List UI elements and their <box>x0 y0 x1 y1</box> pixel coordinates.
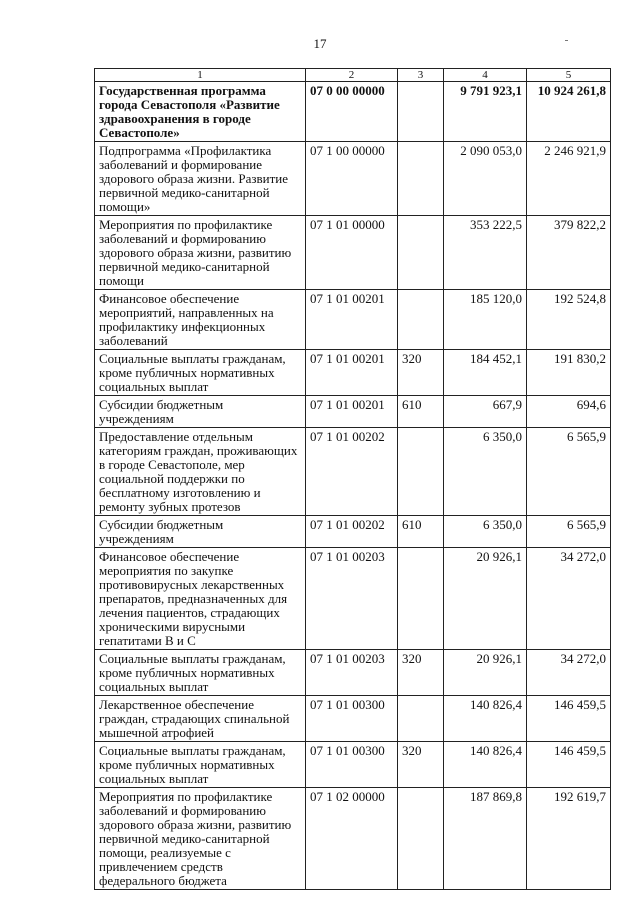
row-amount-col5-cell: 6 565,9 <box>527 516 611 548</box>
row-amount-col5-cell: 694,6 <box>527 396 611 428</box>
row-amount-col5-cell: 10 924 261,8 <box>527 82 611 142</box>
column-header: 5 <box>527 69 611 82</box>
row-code-cell: 07 1 01 00000 <box>306 216 398 290</box>
row-amount-col5-cell: 34 272,0 <box>527 548 611 650</box>
row-amount-col5-cell: 2 246 921,9 <box>527 142 611 216</box>
row-amount-col4-cell: 6 350,0 <box>444 516 527 548</box>
row-name-cell: Финансовое обеспечение мероприятия по закупке противовирусных лекарственных препаратов, предназначенных для лечения пациентов, страдающих хроническими вирусными гепатитами В и С <box>95 548 306 650</box>
row-name-cell: Субсидии бюджетным учреждениям <box>95 396 306 428</box>
row-code-cell: 07 1 01 00300 <box>306 742 398 788</box>
row-name-cell: Социальные выплаты гражданам, кроме публичных нормативных социальных выплат <box>95 742 306 788</box>
header-row <box>95 69 611 82</box>
row-expense-type-cell: 320 <box>398 742 444 788</box>
row-amount-col5-cell: 191 830,2 <box>527 350 611 396</box>
row-name-cell: Подпрограмма «Профилактика заболеваний и формирование здорового образа жизни. Развитие первичной медико-санитарной помощи» <box>95 142 306 216</box>
table-row <box>95 142 611 216</box>
row-expense-type-cell <box>398 696 444 742</box>
row-code-cell: 07 1 01 00202 <box>306 516 398 548</box>
table-row <box>95 428 611 516</box>
row-name-cell: Предоставление отдельным категориям граждан, проживающих в городе Севастополе, мер социальной поддержки по бесплатному изготовлению и ремонту зубных протезов <box>95 428 306 516</box>
row-amount-col4-cell: 667,9 <box>444 396 527 428</box>
column-header: 4 <box>444 69 527 82</box>
row-code-cell: 07 1 01 00203 <box>306 650 398 696</box>
table-row <box>95 696 611 742</box>
row-amount-col5-cell: 379 822,2 <box>527 216 611 290</box>
row-expense-type-cell <box>398 548 444 650</box>
row-amount-col5-cell: 6 565,9 <box>527 428 611 516</box>
row-name-cell: Субсидии бюджетным учреждениям <box>95 516 306 548</box>
table-row <box>95 290 611 350</box>
row-amount-col4-cell: 9 791 923,1 <box>444 82 527 142</box>
table-row <box>95 788 611 890</box>
row-expense-type-cell <box>398 428 444 516</box>
column-header: 3 <box>398 69 444 82</box>
row-expense-type-cell <box>398 142 444 216</box>
row-code-cell: 07 1 02 00000 <box>306 788 398 890</box>
row-expense-type-cell: 610 <box>398 516 444 548</box>
table-row <box>95 350 611 396</box>
row-code-cell: 07 1 01 00300 <box>306 696 398 742</box>
row-expense-type-cell <box>398 82 444 142</box>
row-amount-col4-cell: 353 222,5 <box>444 216 527 290</box>
row-expense-type-cell <box>398 788 444 890</box>
table-row <box>95 516 611 548</box>
row-code-cell: 07 1 01 00201 <box>306 290 398 350</box>
row-code-cell: 07 1 00 00000 <box>306 142 398 216</box>
row-amount-col4-cell: 140 826,4 <box>444 696 527 742</box>
row-code-cell: 07 1 01 00203 <box>306 548 398 650</box>
row-amount-col4-cell: 184 452,1 <box>444 350 527 396</box>
column-header: 1 <box>95 69 306 82</box>
row-amount-col4-cell: 140 826,4 <box>444 742 527 788</box>
row-amount-col5-cell: 34 272,0 <box>527 650 611 696</box>
row-expense-type-cell: 320 <box>398 350 444 396</box>
scan-mark <box>565 40 568 41</box>
table-row <box>95 548 611 650</box>
row-code-cell: 07 1 01 00202 <box>306 428 398 516</box>
row-code-cell: 07 0 00 00000 <box>306 82 398 142</box>
row-code-cell: 07 1 01 00201 <box>306 396 398 428</box>
row-amount-col5-cell: 192 619,7 <box>527 788 611 890</box>
row-expense-type-cell: 610 <box>398 396 444 428</box>
row-expense-type-cell: 320 <box>398 650 444 696</box>
budget-table <box>94 68 611 890</box>
table-body <box>95 82 611 890</box>
row-amount-col4-cell: 187 869,8 <box>444 788 527 890</box>
table-row <box>95 396 611 428</box>
row-amount-col4-cell: 185 120,0 <box>444 290 527 350</box>
row-amount-col4-cell: 20 926,1 <box>444 650 527 696</box>
row-name-cell: Лекарственное обеспечение граждан, страдающих спинальной мышечной атрофией <box>95 696 306 742</box>
row-amount-col5-cell: 146 459,5 <box>527 742 611 788</box>
row-name-cell: Мероприятия по профилактике заболеваний и формированию здорового образа жизни, развитию первичной медико-санитарной помощи <box>95 216 306 290</box>
row-name-cell: Социальные выплаты гражданам, кроме публичных нормативных социальных выплат <box>95 650 306 696</box>
table-row <box>95 650 611 696</box>
row-amount-col4-cell: 20 926,1 <box>444 548 527 650</box>
row-amount-col4-cell: 6 350,0 <box>444 428 527 516</box>
page-number: 17 <box>313 36 327 51</box>
table-row <box>95 742 611 788</box>
row-name-cell: Финансовое обеспечение мероприятий, направленных на профилактику инфекционных заболеваний <box>95 290 306 350</box>
row-amount-col4-cell: 2 090 053,0 <box>444 142 527 216</box>
row-name-cell: Государственная программа города Севастополя «Развитие здравоохранения в городе Севастополе» <box>95 82 306 142</box>
table-row <box>95 216 611 290</box>
table-row <box>95 82 611 142</box>
column-header: 2 <box>306 69 398 82</box>
row-amount-col5-cell: 146 459,5 <box>527 696 611 742</box>
row-amount-col5-cell: 192 524,8 <box>527 290 611 350</box>
row-name-cell: Мероприятия по профилактике заболеваний и формированию здорового образа жизни, развитию первичной медико-санитарной помощи, реализуемые с привлечением средств федерального бюджета <box>95 788 306 890</box>
row-expense-type-cell <box>398 290 444 350</box>
row-code-cell: 07 1 01 00201 <box>306 350 398 396</box>
row-expense-type-cell <box>398 216 444 290</box>
row-name-cell: Социальные выплаты гражданам, кроме публичных нормативных социальных выплат <box>95 350 306 396</box>
